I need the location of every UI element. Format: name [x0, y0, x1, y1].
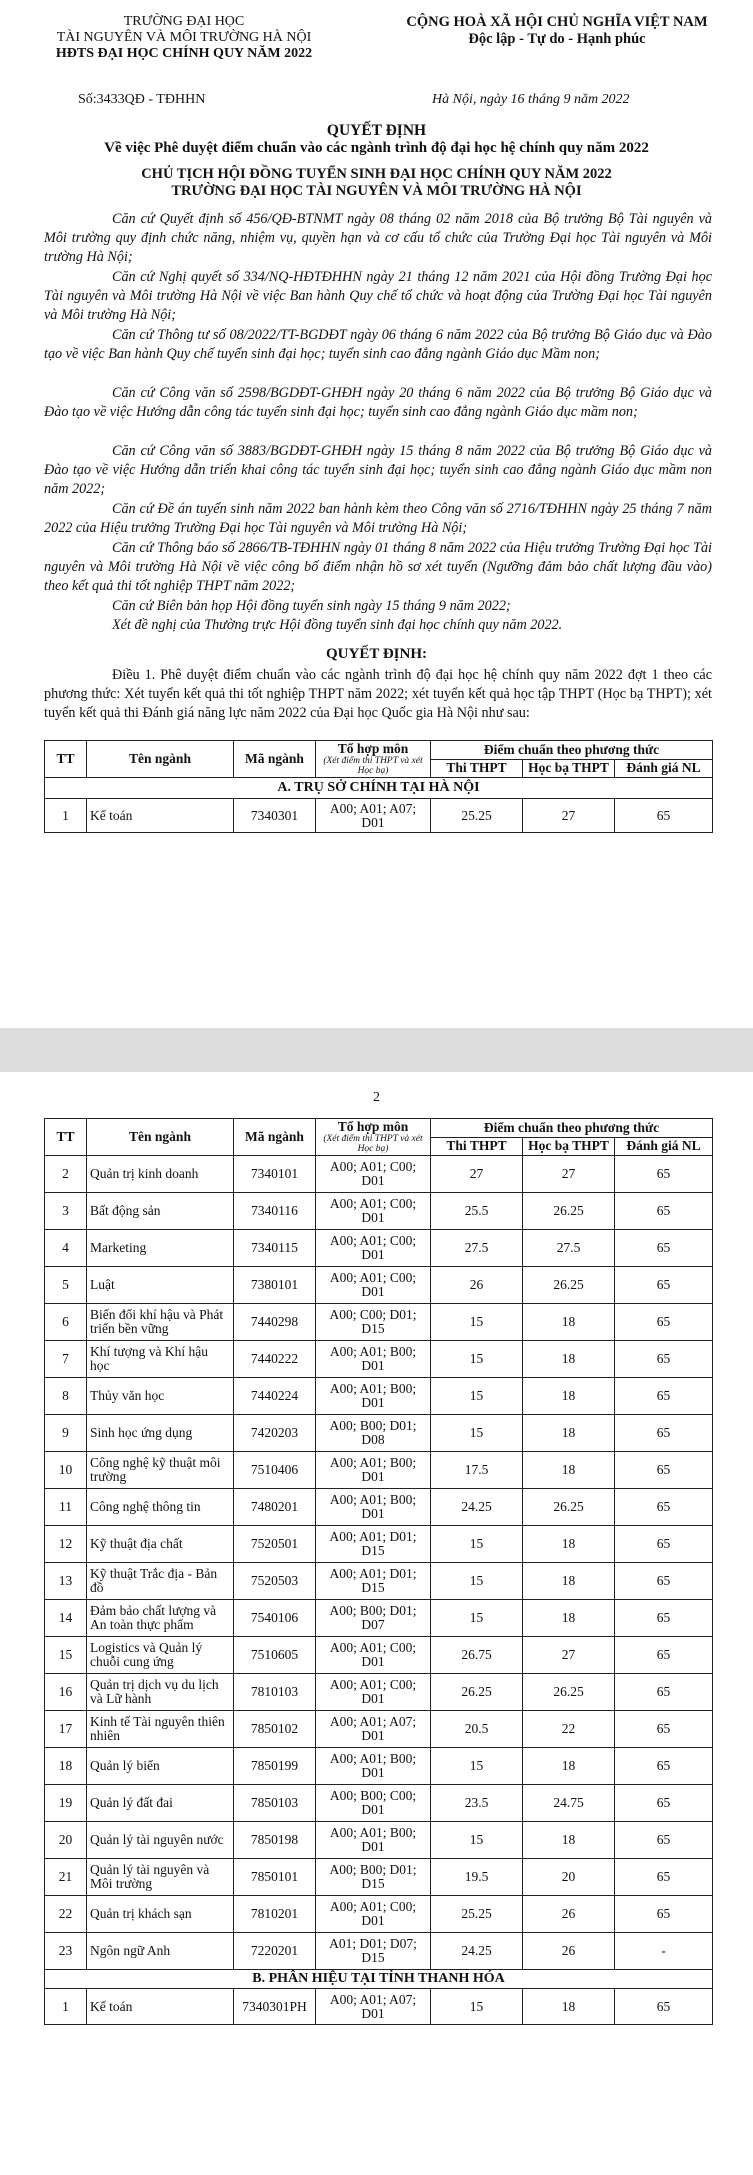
issuer-line-1: TRƯỜNG ĐẠI HỌC [123, 14, 245, 29]
cell-hocba: 18 [523, 1822, 615, 1859]
cell-hocba: 18 [523, 1415, 615, 1452]
national-title: CỘNG HOÀ XÃ HỘI CHỦ NGHĨA VIỆT NAM [406, 14, 708, 30]
cell-major-code: 7340301PH [234, 1989, 316, 2025]
cell-tt: 9 [45, 1415, 87, 1452]
section-b-title: B. PHÂN HIỆU TẠI TỈNH THANH HÓA [45, 1970, 713, 1989]
basis-paragraph: Căn cứ Đề án tuyển sinh năm 2022 ban hành kèm theo Công văn số 2716/TĐHHN ngày 25 tháng 7 năm 2022 của Hiệu trưởng Trường Đại học Tài nguyên và Môi trường Hà Nội; [44, 501, 712, 536]
cell-subject-combo: A00; B00; C00; D01 [316, 1785, 431, 1822]
cell-dgnl: 65 [615, 1304, 713, 1341]
table-row [45, 1526, 713, 1563]
table-row [45, 1785, 713, 1822]
cell-hocba: 27 [523, 799, 615, 833]
table-row [45, 1452, 713, 1489]
cell-thpt: 19.5 [431, 1859, 523, 1896]
page-2-rows [45, 1156, 713, 1970]
cell-major-name: Quản lý biển [87, 1748, 234, 1785]
cell-thpt: 27 [431, 1156, 523, 1193]
header-major-code: Mã ngành [234, 741, 316, 778]
cell-tt: 20 [45, 1822, 87, 1859]
cell-tt: 4 [45, 1230, 87, 1267]
cell-thpt: 24.25 [431, 1489, 523, 1526]
cell-tt: 3 [45, 1193, 87, 1230]
cell-major-name: Ngôn ngữ Anh [87, 1933, 234, 1970]
cell-dgnl: 65 [615, 1267, 713, 1304]
header-major-code: Mã ngành [234, 1119, 316, 1156]
cell-major-name: Biến đổi khí hậu và Phát triển bền vững [87, 1304, 234, 1341]
cell-subject-combo: A00; A01; C00; D01 [316, 1896, 431, 1933]
cell-major-name: Logistics và Quản lý chuỗi cung ứng [87, 1637, 234, 1674]
decision-subject: Về việc Phê duyệt điểm chuẩn vào các ngành trình độ đại học hệ chính quy năm 2022 [104, 140, 649, 156]
cell-subject-combo: A00; A01; B00; D01 [316, 1748, 431, 1785]
cell-tt: 23 [45, 1933, 87, 1970]
cell-major-code: 7340101 [234, 1156, 316, 1193]
cell-major-code: 7380101 [234, 1267, 316, 1304]
header-tt: TT [45, 1119, 87, 1156]
cell-tt: 14 [45, 1600, 87, 1637]
cell-major-name: Quản lý tài nguyên nước [87, 1822, 234, 1859]
header-cutoff-methods: Điểm chuẩn theo phương thức [431, 741, 713, 760]
cell-tt: 22 [45, 1896, 87, 1933]
cell-dgnl: 65 [615, 799, 713, 833]
header-subject-combo [316, 741, 431, 778]
cell-hocba: 27 [523, 1637, 615, 1674]
cell-thpt: 15 [431, 1989, 523, 2025]
table-row [45, 1378, 713, 1415]
cell-major-code: 7810103 [234, 1674, 316, 1711]
cell-dgnl: 65 [615, 1415, 713, 1452]
cell-tt: 12 [45, 1526, 87, 1563]
section-a-title: A. TRỤ SỞ CHÍNH TẠI HÀ NỘI [45, 778, 713, 799]
cell-major-name: Marketing [87, 1230, 234, 1267]
cell-major-name: Kinh tế Tài nguyên thiên nhiên [87, 1711, 234, 1748]
cell-major-code: 7480201 [234, 1489, 316, 1526]
cell-major-code: 7440224 [234, 1378, 316, 1415]
header-hocba: Học bạ THPT [523, 759, 615, 778]
header-cutoff-methods: Điểm chuẩn theo phương thức [431, 1119, 713, 1138]
cell-hocba: 26 [523, 1933, 615, 1970]
cell-dgnl: 65 [615, 1193, 713, 1230]
cell-tt: 6 [45, 1304, 87, 1341]
table-row [45, 1600, 713, 1637]
cell-dgnl: 65 [615, 1637, 713, 1674]
cell-major-code: 7520503 [234, 1563, 316, 1600]
table-row [45, 1748, 713, 1785]
cell-tt: 17 [45, 1711, 87, 1748]
header-subject-combo [316, 1119, 431, 1156]
cell-thpt: 26.75 [431, 1637, 523, 1674]
cell-major-code: 7510605 [234, 1637, 316, 1674]
page-1 [0, 0, 753, 1028]
cell-tt: 5 [45, 1267, 87, 1304]
page-2 [0, 1072, 753, 2175]
cell-subject-combo: A00; A01; D01; D15 [316, 1563, 431, 1600]
cell-dgnl: 65 [615, 1563, 713, 1600]
cell-dgnl: - [615, 1933, 713, 1970]
cell-hocba: 22 [523, 1711, 615, 1748]
header-dgnl: Đánh giá NL [615, 1137, 713, 1156]
basis-paragraph: Căn cứ Thông tư số 08/2022/TT-BGDĐT ngày 06 tháng 6 năm 2022 của Bộ trưởng Bộ Giáo dục và Đào tạo về việc Ban hành Quy chế tuyển sinh đại học; tuyển sinh cao đẳng ngành Giáo dục Mầm non; [44, 327, 712, 362]
cell-dgnl: 65 [615, 1600, 713, 1637]
cell-thpt: 26.25 [431, 1674, 523, 1711]
cell-thpt: 15 [431, 1600, 523, 1637]
header-subject-combo-label: Tổ hợp môn [337, 1119, 409, 1134]
cell-tt: 1 [45, 1989, 87, 2025]
table-row [45, 1859, 713, 1896]
cell-major-name: Bất động sản [87, 1193, 234, 1230]
table-row [45, 1304, 713, 1341]
cell-hocba: 26.25 [523, 1674, 615, 1711]
basis-paragraph: Xét đề nghị của Thường trực Hội đồng tuyển sinh đại học chính quy năm 2022. [112, 617, 563, 633]
cell-dgnl: 65 [615, 1822, 713, 1859]
cell-subject-combo: A00; A01; C00; D01 [316, 1193, 431, 1230]
table-row [45, 1230, 713, 1267]
table-row [45, 1674, 713, 1711]
cell-subject-combo: A00; B00; D01; D08 [316, 1415, 431, 1452]
cell-major-name: Quản lý đất đai [87, 1785, 234, 1822]
cell-tt: 8 [45, 1378, 87, 1415]
cell-tt: 11 [45, 1489, 87, 1526]
cell-subject-combo: A00; A01; C00; D01 [316, 1156, 431, 1193]
cell-major-code: 7340115 [234, 1230, 316, 1267]
cell-hocba: 18 [523, 1526, 615, 1563]
cell-dgnl: 65 [615, 1489, 713, 1526]
table-row [45, 1193, 713, 1230]
header-tt: TT [45, 741, 87, 778]
table-row [45, 1637, 713, 1674]
cell-subject-combo: A00; A01; A07; D01 [316, 1711, 431, 1748]
cell-major-name: Công nghệ thông tin [87, 1489, 234, 1526]
cell-subject-combo: A00; A01; B00; D01 [316, 1341, 431, 1378]
basis-paragraph: Căn cứ Công văn số 3883/BGDĐT-GHĐH ngày 15 tháng 8 năm 2022 của Bộ trưởng Bộ Giáo dục và Đào tạo về việc Hướng dẫn triển khai công tác tuyển sinh đại học; tuyển sinh cao đẳng ngành Giáo dục mầm non năm 2022; [44, 443, 712, 497]
cell-major-name: Thủy văn học [87, 1378, 234, 1415]
header-thpt: Thi THPT [431, 1137, 523, 1156]
authority-line-1: CHỦ TỊCH HỘI ĐỒNG TUYỂN SINH ĐẠI HỌC CHÍNH QUY NĂM 2022 [141, 166, 612, 182]
cell-tt: 15 [45, 1637, 87, 1674]
cell-major-code: 7810201 [234, 1896, 316, 1933]
page-number: 2 [373, 1090, 380, 1105]
cell-hocba: 26.25 [523, 1193, 615, 1230]
table-row [45, 1711, 713, 1748]
cell-hocba: 27 [523, 1156, 615, 1193]
decision-title: QUYẾT ĐỊNH [326, 122, 427, 139]
cell-major-name: Kế toán [87, 1989, 234, 2025]
header-thpt: Thi THPT [431, 759, 523, 778]
cell-major-code: 7850199 [234, 1748, 316, 1785]
cell-hocba: 18 [523, 1378, 615, 1415]
table-row [45, 1822, 713, 1859]
cell-tt: 13 [45, 1563, 87, 1600]
cell-thpt: 25.5 [431, 1193, 523, 1230]
cell-tt: 2 [45, 1156, 87, 1193]
cell-major-name: Kỹ thuật Trắc địa - Bản đồ [87, 1563, 234, 1600]
cell-hocba: 18 [523, 1341, 615, 1378]
national-header [372, 14, 742, 48]
cell-subject-combo: A00; B00; D01; D15 [316, 1859, 431, 1896]
cell-dgnl: 65 [615, 1526, 713, 1563]
cell-thpt: 15 [431, 1748, 523, 1785]
cell-major-name: Kỹ thuật địa chất [87, 1526, 234, 1563]
cell-tt: 16 [45, 1674, 87, 1711]
cell-subject-combo: A00; A01; A07; D01 [316, 1989, 431, 2025]
cell-hocba: 18 [523, 1563, 615, 1600]
cell-major-code: 7340301 [234, 799, 316, 833]
table-row [45, 1896, 713, 1933]
header-dgnl: Đánh giá NL [615, 759, 713, 778]
cell-thpt: 15 [431, 1304, 523, 1341]
issuer-line-3: HĐTS ĐẠI HỌC CHÍNH QUY NĂM 2022 [55, 46, 313, 61]
cell-subject-combo: A00; A01; D01; D15 [316, 1526, 431, 1563]
cell-thpt: 15 [431, 1341, 523, 1378]
cutoff-table-page-1 [44, 740, 713, 833]
cell-subject-combo: A00; A01; B00; D01 [316, 1822, 431, 1859]
header-subject-combo-label: Tổ hợp môn [337, 741, 409, 756]
cell-dgnl: 65 [615, 1896, 713, 1933]
cell-major-code: 7440222 [234, 1341, 316, 1378]
article-1: Điều 1. Phê duyệt điểm chuẩn vào các ngành trình độ đại học hệ chính quy năm 2022 đợt 1 theo các phương thức: Xét tuyển kết quả thi tốt nghiệp THPT năm 2022; xét tuyển kết quả học tập THPT (Học bạ THPT); xét tuyển kết quả thi Đánh giá năng lực năm 2022 của Đại học Quốc gia Hà Nội như sau: [44, 667, 712, 721]
section-b-rows [45, 1989, 713, 2025]
cell-major-name: Quản lý tài nguyên và Môi trường [87, 1859, 234, 1896]
table-row [45, 1989, 713, 2025]
cell-major-code: 7440298 [234, 1304, 316, 1341]
cell-subject-combo: A00; A01; C00; D01 [316, 1267, 431, 1304]
cell-dgnl: 65 [615, 1156, 713, 1193]
cell-thpt: 20.5 [431, 1711, 523, 1748]
authority-line-2: TRƯỜNG ĐẠI HỌC TÀI NGUYÊN VÀ MÔI TRƯỜNG HÀ NỘI [171, 183, 582, 199]
basis-paragraph: Căn cứ Nghị quyết số 334/NQ-HĐTĐHHN ngày 21 tháng 12 năm 2021 của Hội đồng Trường Đại học Tài nguyên và Môi trường Hà Nội về việc Ban hành Quy chế tổ chức và hoạt động của Trường Đại học Tài nguyên và Môi trường Hà Nội; [44, 269, 712, 323]
table-row [45, 1933, 713, 1970]
basis-paragraph: Căn cứ Công văn số 2598/BGDĐT-GHĐH ngày 20 tháng 6 năm 2022 của Bộ trưởng Bộ Giáo dục và Đào tạo về việc Hướng dẫn công tác tuyển sinh đại học; tuyển sinh cao đẳng ngành Giáo dục mầm non; [44, 385, 712, 420]
cell-tt: 1 [45, 799, 87, 833]
cell-dgnl: 65 [615, 1859, 713, 1896]
cell-thpt: 17.5 [431, 1452, 523, 1489]
header-hocba: Học bạ THPT [523, 1137, 615, 1156]
cell-tt: 18 [45, 1748, 87, 1785]
cell-major-name: Công nghệ kỹ thuật môi trường [87, 1452, 234, 1489]
decides-title: QUYẾT ĐỊNH: [326, 646, 427, 662]
national-motto: Độc lập - Tự do - Hạnh phúc [468, 31, 646, 47]
cell-tt: 19 [45, 1785, 87, 1822]
cell-hocba: 18 [523, 1600, 615, 1637]
basis-paragraph: Căn cứ Thông báo số 2866/TB-TĐHHN ngày 01 tháng 8 năm 2022 của Hiệu trưởng Trường Đại học Tài nguyên và Môi trường Hà Nội về việc công bố điểm nhận hồ sơ xét tuyển (Ngưỡng đảm bảo chất lượng đầu vào) theo kết quả thi tốt nghiệp THPT năm 2022; [44, 540, 712, 594]
header-major-name: Tên ngành [87, 741, 234, 778]
cell-major-name: Quản trị dịch vụ du lịch và Lữ hành [87, 1674, 234, 1711]
table-row [45, 1341, 713, 1378]
cell-dgnl: 65 [615, 1452, 713, 1489]
reference-number: Số:3433QĐ - TĐHHN [78, 92, 206, 107]
cell-major-code: 7520501 [234, 1526, 316, 1563]
basis-paragraph: Căn cứ Biên bản họp Hội đồng tuyển sinh ngày 15 tháng 9 năm 2022; [112, 598, 511, 614]
header-major-name: Tên ngành [87, 1119, 234, 1156]
table-row [45, 1415, 713, 1452]
cell-hocba: 18 [523, 1304, 615, 1341]
cell-thpt: 15 [431, 1378, 523, 1415]
header-subject-combo-note: (Xét điểm thi THPT và xét Học bạ) [323, 1134, 423, 1154]
cell-thpt: 26 [431, 1267, 523, 1304]
cell-major-code: 7420203 [234, 1415, 316, 1452]
cell-hocba: 26.25 [523, 1267, 615, 1304]
cell-thpt: 15 [431, 1563, 523, 1600]
cell-major-name: Luật [87, 1267, 234, 1304]
cell-subject-combo: A00; A01; B00; D01 [316, 1489, 431, 1526]
cell-major-name: Sinh học ứng dụng [87, 1415, 234, 1452]
cell-tt: 7 [45, 1341, 87, 1378]
cell-thpt: 24.25 [431, 1933, 523, 1970]
cell-dgnl: 65 [615, 1230, 713, 1267]
cell-major-name: Kế toán [87, 799, 234, 833]
cell-thpt: 23.5 [431, 1785, 523, 1822]
cell-thpt: 25.25 [431, 1896, 523, 1933]
cell-major-name: Quản trị kinh doanh [87, 1156, 234, 1193]
cell-major-code: 7540106 [234, 1600, 316, 1637]
cell-major-code: 7850198 [234, 1822, 316, 1859]
place-date: Hà Nội, ngày 16 tháng 9 năm 2022 [432, 92, 630, 107]
cell-dgnl: 65 [615, 1341, 713, 1378]
cell-thpt: 15 [431, 1822, 523, 1859]
cell-subject-combo: A00; A01; C00; D01 [316, 1230, 431, 1267]
cell-hocba: 27.5 [523, 1230, 615, 1267]
cell-major-name: Quản trị khách sạn [87, 1896, 234, 1933]
table-row [45, 1489, 713, 1526]
cell-thpt: 27.5 [431, 1230, 523, 1267]
cell-tt: 21 [45, 1859, 87, 1896]
cell-hocba: 20 [523, 1859, 615, 1896]
cell-hocba: 26 [523, 1896, 615, 1933]
cutoff-table-page-2 [44, 1118, 713, 2025]
cell-subject-combo: A00; C00; D01; D15 [316, 1304, 431, 1341]
cell-dgnl: 65 [615, 1785, 713, 1822]
cell-subject-combo: A00; A01; C00; D01 [316, 1674, 431, 1711]
cell-major-name: Đảm bảo chất lượng và An toàn thực phẩm [87, 1600, 234, 1637]
cell-subject-combo: A01; D01; D07; D15 [316, 1933, 431, 1970]
cell-major-code: 7850102 [234, 1711, 316, 1748]
cell-thpt: 15 [431, 1415, 523, 1452]
cell-dgnl: 65 [615, 1989, 713, 2025]
cell-subject-combo: A00; A01; C00; D01 [316, 1637, 431, 1674]
cell-thpt: 25.25 [431, 799, 523, 833]
cell-hocba: 24.75 [523, 1785, 615, 1822]
cell-major-code: 7340116 [234, 1193, 316, 1230]
issuer-header [24, 14, 344, 62]
cell-major-name: Khí tượng và Khí hậu học [87, 1341, 234, 1378]
cell-subject-combo: A00; B00; D01; D07 [316, 1600, 431, 1637]
cell-dgnl: 65 [615, 1711, 713, 1748]
table-row [45, 1156, 713, 1193]
table-row [45, 1563, 713, 1600]
cell-hocba: 18 [523, 1452, 615, 1489]
cell-major-code: 7510406 [234, 1452, 316, 1489]
basis-paragraph: Căn cứ Quyết định số 456/QĐ-BTNMT ngày 08 tháng 02 năm 2018 của Bộ trưởng Bộ Tài nguyên và Môi trường quy định chức năng, nhiệm vụ, quyền hạn và cơ cấu tổ chức của Trường Đại học Tài nguyên và Môi trường Hà Nội; [44, 211, 712, 265]
cell-major-code: 7850103 [234, 1785, 316, 1822]
cell-major-code: 7850101 [234, 1859, 316, 1896]
cell-tt: 10 [45, 1452, 87, 1489]
cell-hocba: 18 [523, 1989, 615, 2025]
cell-dgnl: 65 [615, 1674, 713, 1711]
cell-thpt: 15 [431, 1526, 523, 1563]
cell-major-code: 7220201 [234, 1933, 316, 1970]
cell-subject-combo: A00; A01; B00; D01 [316, 1378, 431, 1415]
table-row [45, 799, 713, 833]
cell-dgnl: 65 [615, 1748, 713, 1785]
header-subject-combo-note: (Xét điểm thi THPT và xét Học bạ) [323, 756, 423, 776]
issuer-line-2: TÀI NGUYÊN VÀ MÔI TRƯỜNG HÀ NỘI [56, 30, 312, 45]
cell-subject-combo: A00; A01; B00; D01 [316, 1452, 431, 1489]
cell-hocba: 18 [523, 1748, 615, 1785]
cell-subject-combo: A00; A01; A07; D01 [316, 799, 431, 833]
cell-dgnl: 65 [615, 1378, 713, 1415]
table-row [45, 1267, 713, 1304]
cell-hocba: 26.25 [523, 1489, 615, 1526]
